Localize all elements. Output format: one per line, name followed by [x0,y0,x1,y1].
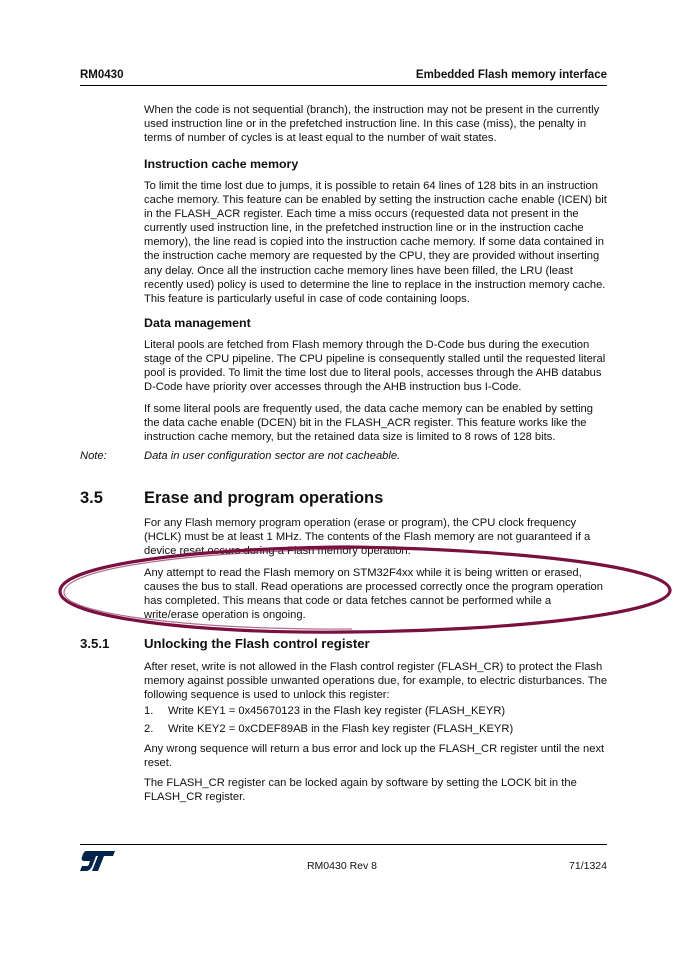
paragraph-data-management-1: Literal pools are fetched from Flash memory through the D-Code bus during the execution stage of the CPU pipeline. The CPU pipeline is consequently stalled until the requested literal pool is provided. To limit the time lost due to literal pools, accesses through the AHB databus D-Code have priority over accesses through the AHB instruction bus I-Code. [144,339,606,394]
section-3-5-1-title: Unlocking the Flash control register [144,636,370,651]
footer-page-number: 71/1324 [569,860,607,872]
section-3-5-1-number: 3.5.1 [80,636,110,651]
note-label: Note: [80,450,107,462]
header-doc-id: RM0430 [80,69,124,81]
heading-instruction-cache: Instruction cache memory [144,157,299,171]
section-3-5-title: Erase and program operations [144,489,384,507]
paragraph-relock: The FLASH_CR register can be locked again by software by setting the LOCK bit in the FLASH_CR register. [144,777,577,804]
paragraph-erase-clock: For any Flash memory program operation (erase or program), the CPU clock frequency (HCLK) must be at least 1 MHz. The contents of the Flash memory are not guaranteed if a device reset occurs during a Flash memory operation. [144,517,591,558]
step-2-number: 2. [144,723,154,735]
paragraph-wrong-sequence: Any wrong sequence will return a bus error and lock up the FLASH_CR register until the next reset. [144,743,605,770]
section-3-5-number: 3.5 [80,489,103,507]
paragraph-instruction-cache: To limit the time lost due to jumps, it is possible to retain 64 lines of 128 bits in an instruction cache memory. This feature can be enabled by setting the instruction cache enable (ICEN) bit in the FLASH_ACR register. Each time a miss occurs (requested data not present in the currently used instruction line, in the prefetched instruction line or in the instruction cache memory), the line read is copied into the instruction cache memory. If some data contained in the instruction cache memory are requested by the CPU, they are provided without inserting any delay. Once all the instruction cache memory lines have been filled, the LRU (least recently used) policy is used to determine the line to replace in the instruction memory cache. This feature is particularly useful in case of code containing loops. [144,180,607,305]
paragraph-branch-miss: When the code is not sequential (branch), the instruction may not be present in the currently used instruction line or in the prefetched instruction line. In this case (miss), the penalty in terms of number of cycles is at least equal to the number of wait states. [144,104,600,145]
footer-rule [80,844,607,845]
note-text: Data in user configuration sector are not cacheable. [144,450,401,462]
header-rule [80,85,607,86]
paragraph-unlock: After reset, write is not allowed in the Flash control register (FLASH_CR) to protect the Flash memory against possible unwanted operations due, for example, to electric disturbances. The following sequence is used to unlock this register: [144,661,608,702]
step-1-text: Write KEY1 = 0x45670123 in the Flash key register (FLASH_KEYR) [168,705,506,717]
footer-revision: RM0430 Rev 8 [306,860,378,872]
heading-data-management: Data management [144,316,251,330]
step-1-number: 1. [144,705,154,717]
step-2-text: Write KEY2 = 0xCDEF89AB in the Flash key register (FLASH_KEYR) [168,723,514,735]
paragraph-erase-stall: Any attempt to read the Flash memory on STM32F4xx while it is being written or erased, causes the bus to stall. Read operations are processed correctly once the program operation has completed. This means that code or data fetches cannot be performed while a write/erase operation is ongoing. [144,567,603,622]
paragraph-data-management-2: If some literal pools are frequently used, the data cache memory can be enabled by setting the data cache enable (DCEN) bit in the FLASH_ACR register. This feature works like the instruction cache memory, but the retained data size is limited to 8 rows of 128 bits. [144,403,594,444]
header-section-title: Embedded Flash memory interface [415,69,607,81]
